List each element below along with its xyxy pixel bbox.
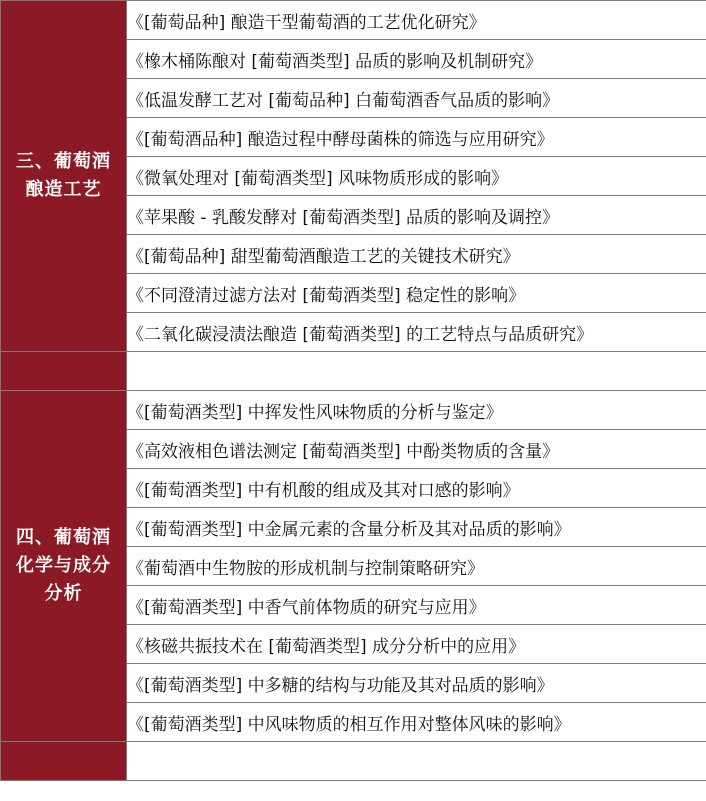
topic-title: 《橡木桶陈酿对 [葡萄酒类型] 品质的影响及机制研究》 <box>127 40 706 79</box>
topic-title: 《高效液相色谱法测定 [葡萄酒类型] 中酚类物质的含量》 <box>127 430 706 469</box>
topic-title: 《[葡萄品种] 酿造干型葡萄酒的工艺优化研究》 <box>127 1 706 40</box>
category-label-line: 化学与成分 <box>16 555 111 576</box>
table-row <box>1 391 706 430</box>
topic-title: 《微氧处理对 [葡萄酒类型] 风味物质形成的影响》 <box>127 157 706 196</box>
topic-title: 《不同澄清过滤方法对 [葡萄酒类型] 稳定性的影响》 <box>127 274 706 313</box>
category-label-line: 酿造工艺 <box>25 179 102 200</box>
topic-title-empty <box>127 352 706 391</box>
topic-title: 《核磁共振技术在 [葡萄酒类型] 成分分析中的应用》 <box>127 625 706 664</box>
table-row <box>1 1 706 40</box>
table-row-empty <box>1 742 706 781</box>
topic-title: 《二氧化碳浸渍法酿造 [葡萄酒类型] 的工艺特点与品质研究》 <box>127 313 706 352</box>
category-cell-brewing <box>1 1 127 352</box>
table-row-empty <box>1 352 706 391</box>
topic-title-empty <box>127 742 706 781</box>
topic-title: 《苹果酸 - 乳酸发酵对 [葡萄酒类型] 品质的影响及调控》 <box>127 196 706 235</box>
topic-title: 《低温发酵工艺对 [葡萄品种] 白葡萄酒香气品质的影响》 <box>127 79 706 118</box>
topic-title: 《[葡萄酒类型] 中风味物质的相互作用对整体风味的影响》 <box>127 703 706 742</box>
category-cell-chemistry <box>1 391 127 742</box>
topic-title: 《[葡萄酒类型] 中多糖的结构与功能及其对品质的影响》 <box>127 664 706 703</box>
topic-title: 《[葡萄酒类型] 中挥发性风味物质的分析与鉴定》 <box>127 391 706 430</box>
topic-title: 《[葡萄酒品种] 酿造过程中酵母菌株的筛选与应用研究》 <box>127 118 706 157</box>
category-label-line: 三、葡萄酒 <box>16 151 111 172</box>
category-label-line: 四、葡萄酒 <box>16 527 111 548</box>
topic-title: 《葡萄酒中生物胺的形成机制与控制策略研究》 <box>127 547 706 586</box>
category-cell-empty <box>1 742 127 781</box>
category-label-line: 分析 <box>44 583 83 604</box>
topic-title: 《[葡萄酒类型] 中香气前体物质的研究与应用》 <box>127 586 706 625</box>
topic-title: 《[葡萄品种] 甜型葡萄酒酿造工艺的关键技术研究》 <box>127 235 706 274</box>
category-cell-empty <box>1 352 127 391</box>
topic-title: 《[葡萄酒类型] 中金属元素的含量分析及其对品质的影响》 <box>127 508 706 547</box>
topic-title: 《[葡萄酒类型] 中有机酸的组成及其对口感的影响》 <box>127 469 706 508</box>
